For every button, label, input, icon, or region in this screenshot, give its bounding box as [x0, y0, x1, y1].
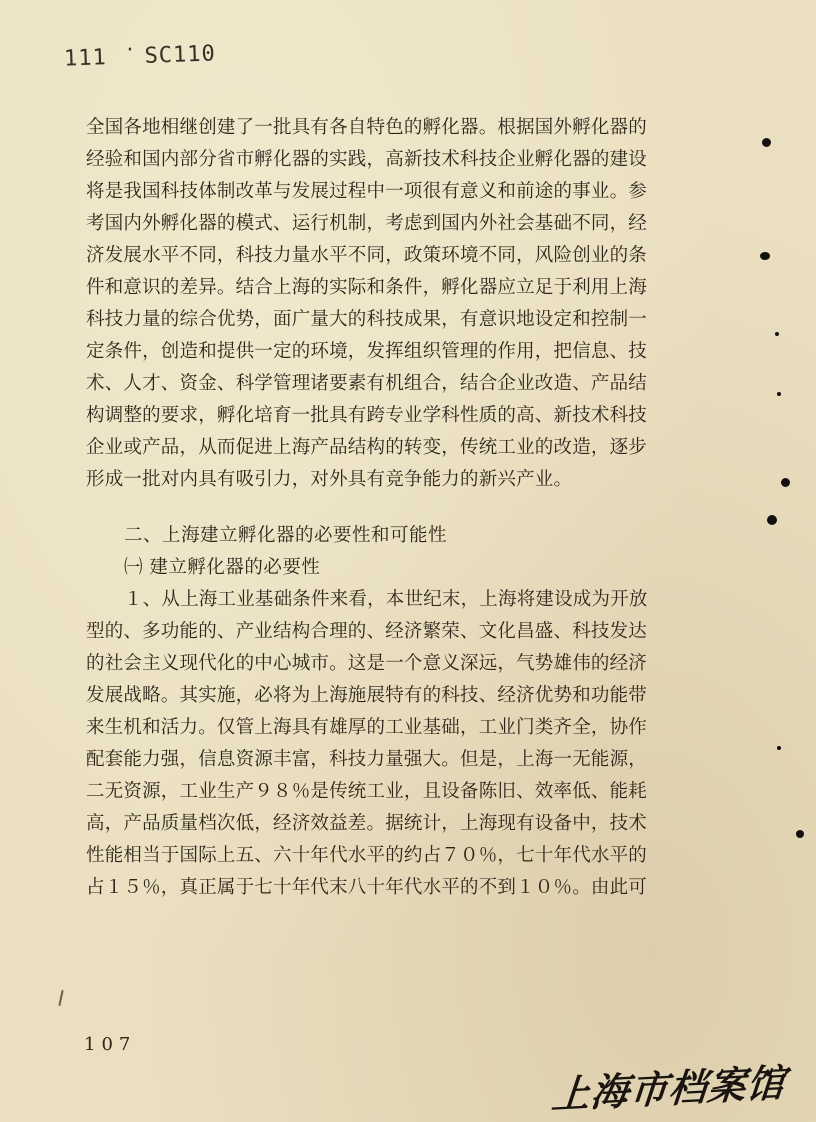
text-line: 济发展水平不同，科技力量水平不同，政策环境不同，风险创业的条 [86, 245, 648, 266]
file-code: SC110 [144, 41, 217, 69]
text-line: 企业或产品，从而促进上海产品结构的转变，传统工业的改造，逐步 [86, 437, 648, 458]
sub-heading: ㈠ 建立孵化器的必要性 [124, 557, 321, 578]
text-line: 发展战略。其实施，必将为上海施展特有的科技、经济优势和功能带 [86, 685, 648, 706]
text-line: 形成一批对内具有吸引力，对外具有竞争能力的新兴产业。 [86, 469, 573, 490]
text-line: 考国内外孵化器的模式、运行机制，考虑到国内外社会基础不同，经 [86, 213, 648, 234]
text-line: 将是我国科技体制改革与发展过程中一项很有意义和前途的事业。参 [86, 181, 648, 202]
text-line: 的社会主义现代化的中心城市。这是一个意义深远，气势雄伟的经济 [86, 653, 648, 674]
text-line: 术、人才、资金、科学管理诸要素有机组合，结合企业改造、产品结 [86, 373, 648, 394]
stray-pen-mark [58, 990, 63, 1006]
text-line: 来生机和活力。仅管上海具有雄厚的工业基础，工业门类齐全，协作 [86, 717, 648, 738]
binder-hole-mark [775, 332, 779, 336]
text-line: 全国各地相继创建了一批具有各自特色的孵化器。根据国外孵化器的 [86, 117, 648, 138]
binder-hole-mark [762, 138, 771, 147]
binder-hole-mark [767, 515, 777, 525]
text-line: 性能相当于国际上五、六十年代水平的约占７０％，七十年代水平的 [86, 845, 648, 866]
binder-hole-mark [760, 252, 770, 260]
paragraph-incubator-overview [86, 112, 698, 496]
ref-dot-mark: · [124, 39, 137, 61]
binder-hole-mark [796, 830, 804, 838]
text-line: 配套能力强，信息资源丰富，科技力量强大。但是，上海一无能源， [86, 749, 648, 770]
binder-hole-mark [777, 746, 781, 750]
text-line: 件和意识的差异。结合上海的实际和条件，孵化器应立足于利用上海 [86, 277, 648, 298]
page-number: 107 [84, 1034, 137, 1055]
paragraph-industrial-base [86, 584, 698, 904]
binder-hole-mark [777, 392, 781, 396]
handwritten-file-reference [64, 41, 217, 71]
text-line: 型的、多功能的、产业结构合理的、经济繁荣、文化昌盛、科技发达 [86, 621, 648, 642]
paragraph-spacer [86, 496, 698, 520]
text-line: 二无资源，工业生产９８％是传统工业，且设备陈旧、效率低、能耗 [86, 781, 648, 802]
section-heading: 二、上海建立孵化器的必要性和可能性 [124, 525, 448, 546]
text-line: 构调整的要求，孵化培育一批具有跨专业学科性质的高、新技术科技 [86, 405, 648, 426]
binder-hole-mark [781, 478, 790, 487]
text-line: １、从上海工业基础条件来看，本世纪末，上海将建设成为开放 [124, 589, 648, 610]
text-line: 占１５％，真正属于七十年代末八十年代水平的不到１０％。由此可 [86, 877, 648, 898]
text-line: 科技力量的综合优势，面广量大的科技成果，有意识地设定和控制一 [86, 309, 648, 330]
text-line: 高，产品质量档次低，经济效益差。据统计，上海现有设备中，技术 [86, 813, 648, 834]
text-line: 定条件，创造和提供一定的环境，发挥组织管理的作用，把信息、技 [86, 341, 648, 362]
page-ref-number: 111 [63, 45, 108, 72]
document-body [86, 112, 698, 904]
archive-stamp-logo: 上海市档案馆 [549, 1059, 788, 1118]
text-line: 经验和国内部分省市孵化器的实践，高新技术科技企业孵化器的建设 [86, 149, 648, 170]
